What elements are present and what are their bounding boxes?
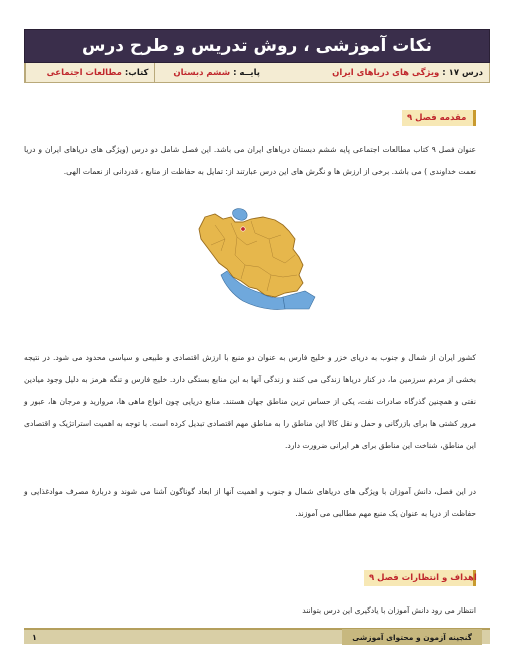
lesson-cell bbox=[266, 63, 489, 82]
body-paragraph-1: کشور ایران از شمال و جنوب به دریای خزر و خلیج فارس به عنوان دو منبع با ارزش اقتصادی و طبیعی و سیاسی محدود می شود. در نتیجه بخشی از مردم سرزمین ما، در کنار دریاها زندگی می کنند و زندگی آنها به این منابع بستگی دارد. خلیج فارس و تنگه هرمز به دلیل وجود میادین نفتی و همچنین گذرگاه صادرات نفت، یکی از حساس ترین مناطق جهان هستند. منابع دریایی چون انواع ماهی ها، مروارید و مرجان ها، عبور و مرور کشتی ها برای بازرگانی و حمل و نقل کالا این مناطق را به مناطق مهم اقتصادی تبدیل کرده است. با توجه به اهمیت استراتژیک و اقتصادی این مناطق، شناخت این مناطق برای هر ایرانی ضرورت دارد. bbox=[24, 353, 476, 450]
book-label: کتاب: bbox=[124, 67, 149, 78]
footer-brand: گنجینه آزمون و محتوای آموزشی bbox=[352, 632, 472, 642]
iran-map-icon bbox=[185, 205, 321, 315]
lesson-value: ویژگی های دریاهای ایران bbox=[332, 67, 440, 78]
lesson-info-row bbox=[24, 63, 490, 83]
book-cell bbox=[25, 63, 154, 82]
grade-value: ششم دبستان bbox=[173, 67, 231, 78]
grade-cell bbox=[154, 63, 266, 82]
body-paragraph-2: در این فصل، دانش آموزان با ویژگی های دریاهای شمال و جنوب و اهمیت آنها از ابعاد گوناگون آشنا می شوند و دربارهٔ مصرف موادغذایی و حفاظت از دریا به عنوان یک منبع مهم مطالبی می آموزند. bbox=[24, 487, 476, 518]
grade-label: پایــه : bbox=[233, 67, 260, 78]
page-title: نکات آموزشی ، روش تدریس و طرح درس bbox=[24, 29, 490, 63]
page-number: ۱ bbox=[32, 632, 37, 642]
goals-heading: اهداف و انتظارات فصل ۹ bbox=[364, 570, 476, 586]
intro-heading: مقدمه فصل ۹ bbox=[402, 110, 476, 126]
lesson-label: درس ۱۷ : bbox=[442, 67, 483, 78]
footer-brand-box bbox=[342, 629, 482, 645]
book-value: مطالعات اجتماعی bbox=[46, 67, 122, 78]
intro-paragraph: عنوان فصل ۹ کتاب مطالعات اجتماعی پایه ششم دبستان دریاهای ایران می باشد. این فصل شامل دو درس (ویژگی های دریاهای ایران و دریا نعمت خداوندی ) می باشد. برخی از ارزش ها و نگرش های این درس عبارتند از: تمایل به حفاظت از منابع ، قدردانی از نعمات الهی. bbox=[24, 145, 476, 176]
page-footer bbox=[24, 628, 490, 644]
goals-paragraph: انتظار می رود دانش آموزان با یادگیری این درس بتوانند bbox=[302, 606, 476, 615]
